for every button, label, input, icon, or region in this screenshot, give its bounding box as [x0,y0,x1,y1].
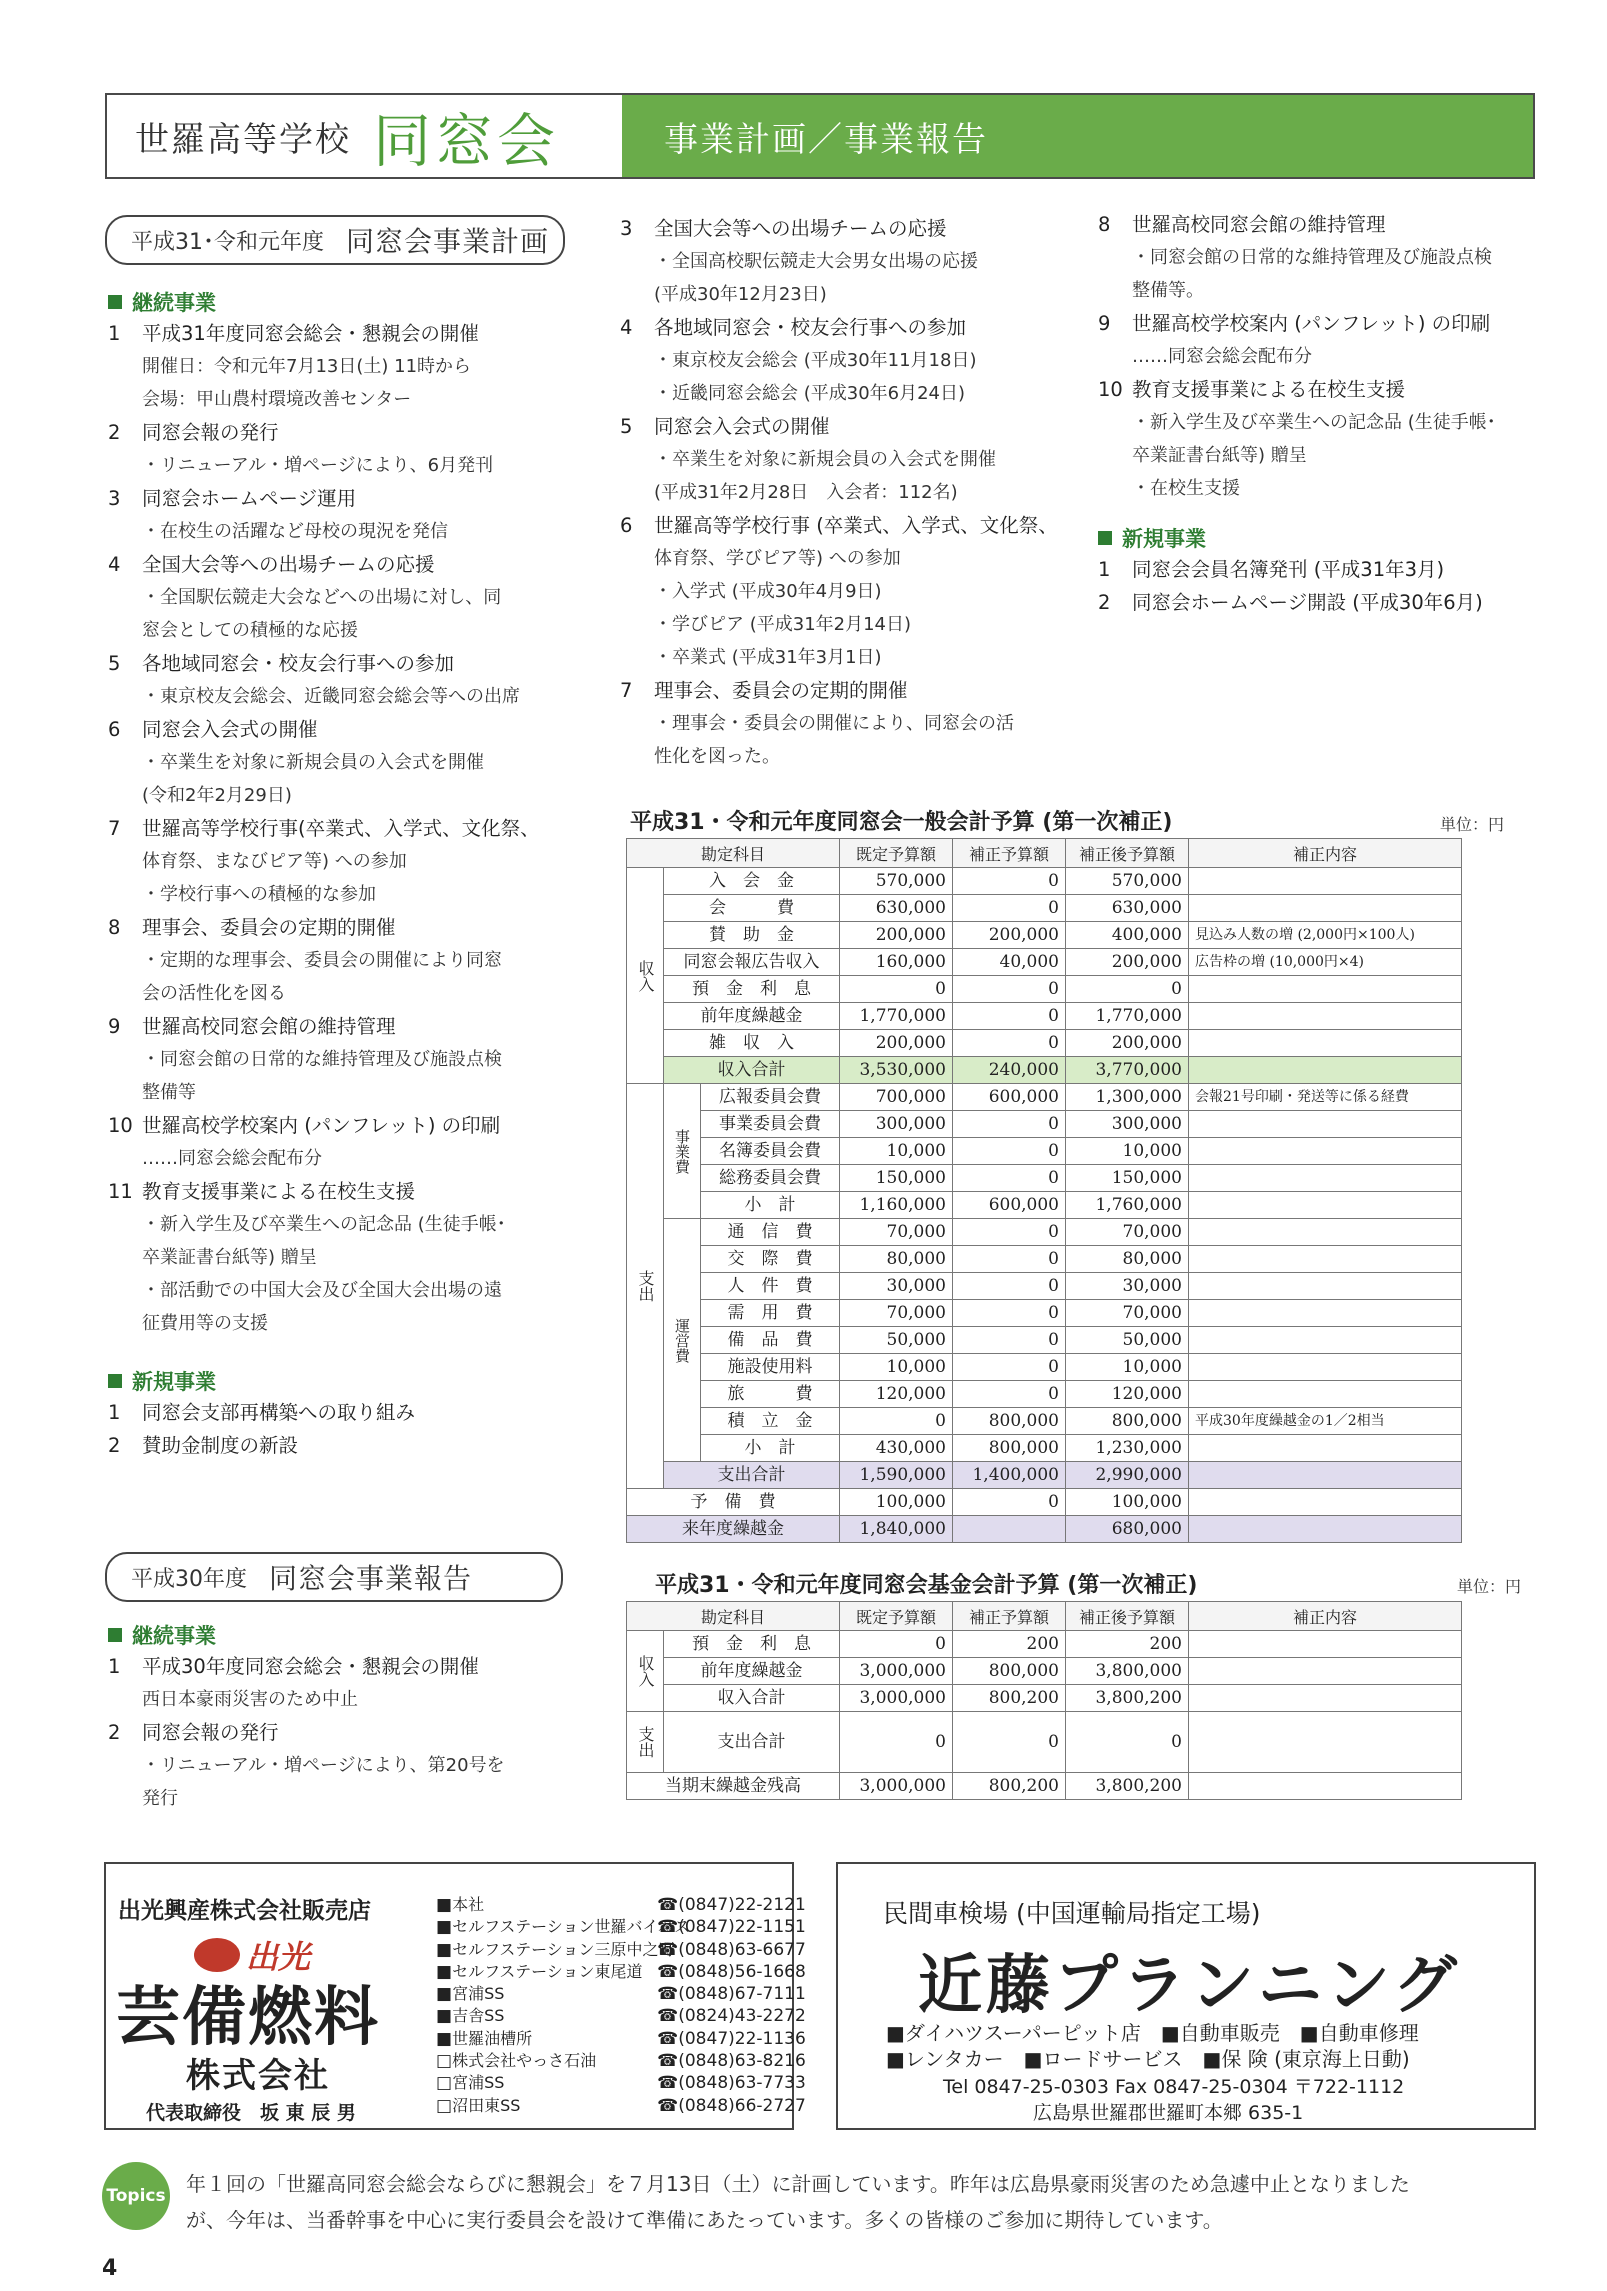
list-item: 11 教育支援事業による在校生支援 [108,1180,416,1203]
report-title-pill [105,1552,563,1602]
list-item-detail: (令和2年2月29日) [142,785,292,806]
list-item-detail: 卒業証書台紙等) 贈呈 [142,1247,317,1268]
school-name: 世羅高等学校 [135,119,351,160]
col-header: 既定予算額 [840,1602,953,1631]
fund-budget-table-wrap [626,1601,1462,1800]
report-right-column [1098,208,1538,619]
list-item: 1 平成31年度同窓会総会・懇親会の開催 [108,322,479,345]
report-left-column [108,1620,578,1815]
branch-row: ■世羅油槽所 ☎(0847)22-1136 [436,2028,806,2049]
table-row: 収入合計 3,530,000 240,000 3,770,000 [627,1057,1462,1084]
list-item-detail: ・理事会・委員会の開催により、同窓会の活 [654,713,1014,734]
list-item-detail: 開催日：令和元年7月13日(土) 11時から [142,356,472,377]
list-item: 6 同窓会入会式の開催 [108,718,318,741]
branch-row: ■セルフステーション三原中之町☎(0848)63-6677 [436,1939,806,1960]
list-item-detail: ・定期的な理事会、委員会の開催により同窓 [142,950,502,971]
col-header: 補正予算額 [953,1602,1066,1631]
report-list-middle [620,212,1080,773]
table-row: 運営費 通 信 費 70,000 0 70,000 [627,1219,1462,1246]
list-item: 9 世羅高校学校案内 (パンフレット) の印刷 [1098,312,1491,335]
table-row: 同窓会報広告収入 160,000 40,000 200,000 広告枠の増 (10,000円×4) [627,949,1462,976]
list-item-detail: 体育祭、まなびピア等) への参加 [142,851,407,872]
list-item: 4 各地域同窓会・校友会行事への参加 [620,316,967,339]
list-item-detail: ・部活動での中国大会及び全国大会出場の遠 [142,1280,502,1301]
list-item-detail: ・リニューアル・増ページにより、6月発刊 [142,455,494,476]
list-item-detail: ・学びピア (平成31年2月14日) [654,614,912,635]
branch-row: ■宮浦SS ☎(0848)67-7111 [436,1984,806,2005]
table-row: 賛 助 金 200,000 200,000 400,000 見込み人数の増 (2,000円×100人) [627,922,1462,949]
col-header: 既定予算額 [840,839,953,868]
list-item-detail: 性化を図った。 [654,746,780,767]
ad1-logo: 出光 [194,1932,310,1978]
list-item-detail: ・全国高校駅伝競走大会男女出場の応援 [654,251,978,272]
table-row: 総務委員会費 150,000 0 150,000 [627,1165,1462,1192]
list-item-detail: ・全国駅伝競走大会などへの出場に対し、同 [142,587,502,608]
unei-label: 運営費 [664,1219,701,1462]
report-list-left [108,1650,578,1815]
col-header: 補正内容 [1189,839,1462,868]
table-row: 需 用 費 70,000 0 70,000 [627,1300,1462,1327]
list-item: 4 全国大会等への出場チームの応援 [108,553,435,576]
list-item-detail: 整備等。 [1132,280,1204,301]
branch-row: □沼田東SS ☎(0848)66-2727 [436,2095,806,2116]
list-item-detail: ・新入学生及び卒業生への記念品 (生徒手帳･ [1132,412,1496,433]
topics-line-2: が、今年は、当番幹事を中心に実行委員会を設けて準備にあたっています。多くの皆様のご参加に期待しています。 [186,2208,1223,2232]
table-row: 人 件 費 30,000 0 30,000 [627,1273,1462,1300]
list-item-detail: ・在校生の活躍など母校の現況を発信 [142,521,448,542]
header-subtitle-band [622,95,1533,177]
list-item-detail: 整備等 [142,1082,196,1103]
col-header: 補正内容 [1189,1602,1462,1631]
table-row: 支出 支出合計 0 0 0 [627,1712,1462,1773]
table-row: 会 費 630,000 0 630,000 [627,895,1462,922]
report-title: 同窓会事業報告 [269,1562,473,1595]
association-name: 同窓会 [373,107,560,175]
branch-row: ■セルフステーション世羅バイパス☎(0847)22-1151 [436,1917,806,1938]
table-row: 事業委員会費 300,000 0 300,000 [627,1111,1462,1138]
list-item: 3 同窓会ホームページ運用 [108,487,357,510]
list-item-detail: (平成31年2月28日 入会者：112名) [654,482,958,503]
list-item: 5 同窓会入会式の開催 [620,415,830,438]
topics-badge: Topics [102,2162,170,2230]
ad1-representative: 代表取締役 坂 東 辰 男 [146,2102,356,2124]
list-item: 1 平成30年度同窓会総会・懇親会の開催 [108,1655,479,1678]
ad2-services-2: ■レンタカー ■ロードサービス ■保 険 (東京海上日動) [886,2047,1410,2071]
branch-row: □株式会社やっさ石油 ☎(0848)63-8216 [436,2051,806,2072]
general-budget-unit: 単位：円 [1440,815,1505,834]
table-row: 収入 預 金 利 息 0 200 200 [627,1631,1462,1658]
list-item-detail: 窓会としての積極的な応援 [142,620,358,641]
list-item: 2 同窓会ホームページ開設 (平成30年6月) [1098,591,1483,614]
page-header [105,93,1535,179]
list-item: 2 同窓会報の発行 [108,1721,279,1744]
plan-item-list [108,317,578,1340]
col-header: 補正予算額 [953,839,1066,868]
list-item: 8 理事会、委員会の定期的開催 [108,916,396,939]
ad-geibi-fuel [104,1862,806,2130]
col-header: 勘定科目 [627,839,840,868]
report-list-right [1098,208,1538,505]
list-item-detail: 卒業証書台紙等) 贈呈 [1132,445,1307,466]
ad2-tag: 民間車検場 (中国運輸局指定工場) [883,1899,1261,1928]
jigyo-label: 事業費 [664,1084,701,1219]
list-item-detail: ・同窓会館の日常的な維持管理及び施設点検 [142,1049,502,1070]
general-budget-table [626,838,1462,1543]
list-item-detail: ・新入学生及び卒業生への記念品 (生徒手帳･ [142,1214,506,1235]
table-row: 名簿委員会費 10,000 0 10,000 [627,1138,1462,1165]
ad2-name: 近藤プランニング [918,1949,1461,2023]
income-label: 収入 [627,868,664,1084]
table-row: 小 計 1,160,000 600,000 1,760,000 [627,1192,1462,1219]
ad1-branch-list [436,1894,806,2117]
header-title-area [107,95,622,177]
table-row: 支出合計 1,590,000 1,400,000 2,990,000 [627,1462,1462,1489]
list-item: 1 同窓会会員名簿発刊 (平成31年3月) [1098,558,1445,581]
table-row: 交 際 費 80,000 0 80,000 [627,1246,1462,1273]
table-row: 収入 入 会 金 570,000 0 570,000 [627,868,1462,895]
list-item: 1 同窓会支部再構築への取り組み [108,1401,416,1424]
list-item-detail: ・卒業生を対象に新規会員の入会式を開催 [142,752,484,773]
col-header: 勘定科目 [627,1602,840,1631]
table-row: 当期末繰越金残高 3,000,000 800,200 3,800,200 [627,1773,1462,1800]
list-item-detail: ……同窓会総会配布分 [1132,346,1312,367]
list-item: 10 教育支援事業による在校生支援 [1098,378,1406,401]
table-row: 前年度繰越金 1,770,000 0 1,770,000 [627,1003,1462,1030]
list-item-detail: 体育祭、学びピア等) への参加 [654,548,901,569]
table-row: 予 備 費 100,000 0 100,000 [627,1489,1462,1516]
header-subtitle: 事業計画／事業報告 [664,119,988,160]
table-row: 小 計 430,000 800,000 1,230,000 [627,1435,1462,1462]
list-item-detail: 会場：甲山農村環境改善センター [142,389,412,410]
fund-budget-title: 平成31・令和元年度同窓会基金会計予算 (第一次補正) [655,1573,1198,1598]
ad2-contact: Tel 0847-25-0303 Fax 0847-25-0304 〒722-1112 [943,2076,1405,2098]
col-header: 補正後予算額 [1066,839,1189,868]
table-row: 施設使用料 10,000 0 10,000 [627,1354,1462,1381]
list-item: 2 同窓会報の発行 [108,421,279,444]
plan-continuing-section [108,287,578,1462]
report-new-heading: 新規事業 [1098,523,1538,553]
plan-title-pill [105,215,565,265]
list-item: 10 世羅高校学校案内 (パンフレット) の印刷 [108,1114,501,1137]
report-new-list [1098,553,1538,619]
table-row: 前年度繰越金 3,000,000 800,000 3,800,000 [627,1658,1462,1685]
fund-budget-unit: 単位：円 [1457,1577,1522,1596]
general-budget-table-wrap [626,838,1462,1543]
report-middle-column [620,212,1080,773]
branch-row: ■吉舎SS ☎(0824)43-2272 [436,2006,806,2027]
list-item-detail: 西日本豪雨災害のため中止 [142,1689,358,1710]
table-row: 雑 収 入 200,000 0 200,000 [627,1030,1462,1057]
list-item-detail: ・卒業式 (平成31年3月1日) [654,647,882,668]
page-number: 4 [102,2256,118,2281]
ad1-company-header: 出光興産株式会社販売店 [118,1898,371,1924]
report-continuing-heading: 継続事業 [108,1620,578,1650]
list-item-detail: ・卒業生を対象に新規会員の入会式を開催 [654,449,996,470]
plan-new-list [108,1396,578,1462]
fund-income-label: 収入 [627,1631,664,1712]
plan-new-heading: 新規事業 [108,1366,578,1396]
table-row: 預 金 利 息 0 0 0 [627,976,1462,1003]
list-item-detail: ・同窓会館の日常的な維持管理及び施設点検 [1132,247,1492,268]
list-item: 6 世羅高等学校行事 (卒業式、入学式、文化祭、 [620,514,1058,537]
list-item: 2 賛助金制度の新設 [108,1434,299,1457]
list-item-detail: ・入学式 (平成30年4月9日) [654,581,882,602]
list-item-detail: 発行 [142,1788,178,1809]
list-item-detail: ……同窓会総会配布分 [142,1148,322,1169]
topics-line-1: 年１回の「世羅高同窓会総会ならびに懇親会」を７月13日（土）に計画しています。昨年は広島県豪雨災害のため急遽中止となりました [186,2172,1410,2196]
table-row: 収入合計 3,000,000 800,200 3,800,200 [627,1685,1462,1712]
list-item-detail: ・リニューアル・増ページにより、第20号を [142,1755,505,1776]
list-item-detail: ・近畿同窓会総会 (平成30年6月24日) [654,383,966,404]
table-row: 支出 事業費 広報委員会費 700,000 600,000 1,300,000 会報21号印刷・発送等に係る経費 [627,1084,1462,1111]
fund-budget-table [626,1601,1462,1800]
col-header: 補正後予算額 [1066,1602,1189,1631]
table-row: 積 立 金 0 800,000 800,000 平成30年度繰越金の1／2相当 [627,1408,1462,1435]
ad2-services-1: ■ダイハツスーパーピット店 ■自動車販売 ■自動車修理 [886,2021,1419,2045]
list-item-detail: ・在校生支援 [1132,478,1240,499]
list-item: 7 理事会、委員会の定期的開催 [620,679,908,702]
general-budget-title: 平成31・令和元年度同窓会一般会計予算 (第一次補正) [630,810,1173,835]
fund-expense-label: 支出 [627,1712,664,1773]
plan-year: 平成31･令和元年度 [131,229,324,255]
plan-continuing-heading: 継続事業 [108,287,578,317]
list-item: 8 世羅高校同窓会館の維持管理 [1098,213,1386,236]
expense-label: 支出 [627,1084,664,1489]
list-item: 5 各地域同窓会・校友会行事への参加 [108,652,455,675]
list-item-detail: (平成30年12月23日) [654,284,827,305]
topics-text [186,2166,1410,2238]
branch-row: ■本社 ☎(0847)22-2121 [436,1895,806,1915]
ad-kondo-planning [836,1862,1536,2130]
list-item-detail: 征費用等の支援 [142,1313,268,1334]
list-item-detail: ・学校行事への積極的な参加 [142,884,376,905]
ad1-name: 芸備燃料 [116,1981,380,2055]
list-item-detail: ・東京校友会総会、近畿同窓会総会等への出席 [142,686,520,707]
branch-row: ■セルフステーション東尾道 ☎(0848)56-1668 [436,1961,806,1982]
list-item: 9 世羅高校同窓会館の維持管理 [108,1015,396,1038]
list-item-detail: 会の活性化を図る [142,983,286,1004]
plan-title: 同窓会事業計画 [346,225,550,258]
list-item: 3 全国大会等への出場チームの応援 [620,217,947,240]
report-year: 平成30年度 [131,1566,247,1592]
branch-row: □宮浦SS ☎(0848)63-7733 [436,2073,806,2094]
table-row: 旅 費 120,000 0 120,000 [627,1381,1462,1408]
ad1-name2: 株式会社 [186,2056,330,2096]
list-item-detail: ・東京校友会総会 (平成30年11月18日) [654,350,977,371]
ad2-address: 広島県世羅郡世羅町本郷 635-1 [1033,2102,1304,2124]
table-row: 来年度繰越金 1,840,000 680,000 [627,1516,1462,1543]
table-row: 備 品 費 50,000 0 50,000 [627,1327,1462,1354]
list-item: 7 世羅高等学校行事(卒業式、入学式、文化祭、 [108,817,540,840]
